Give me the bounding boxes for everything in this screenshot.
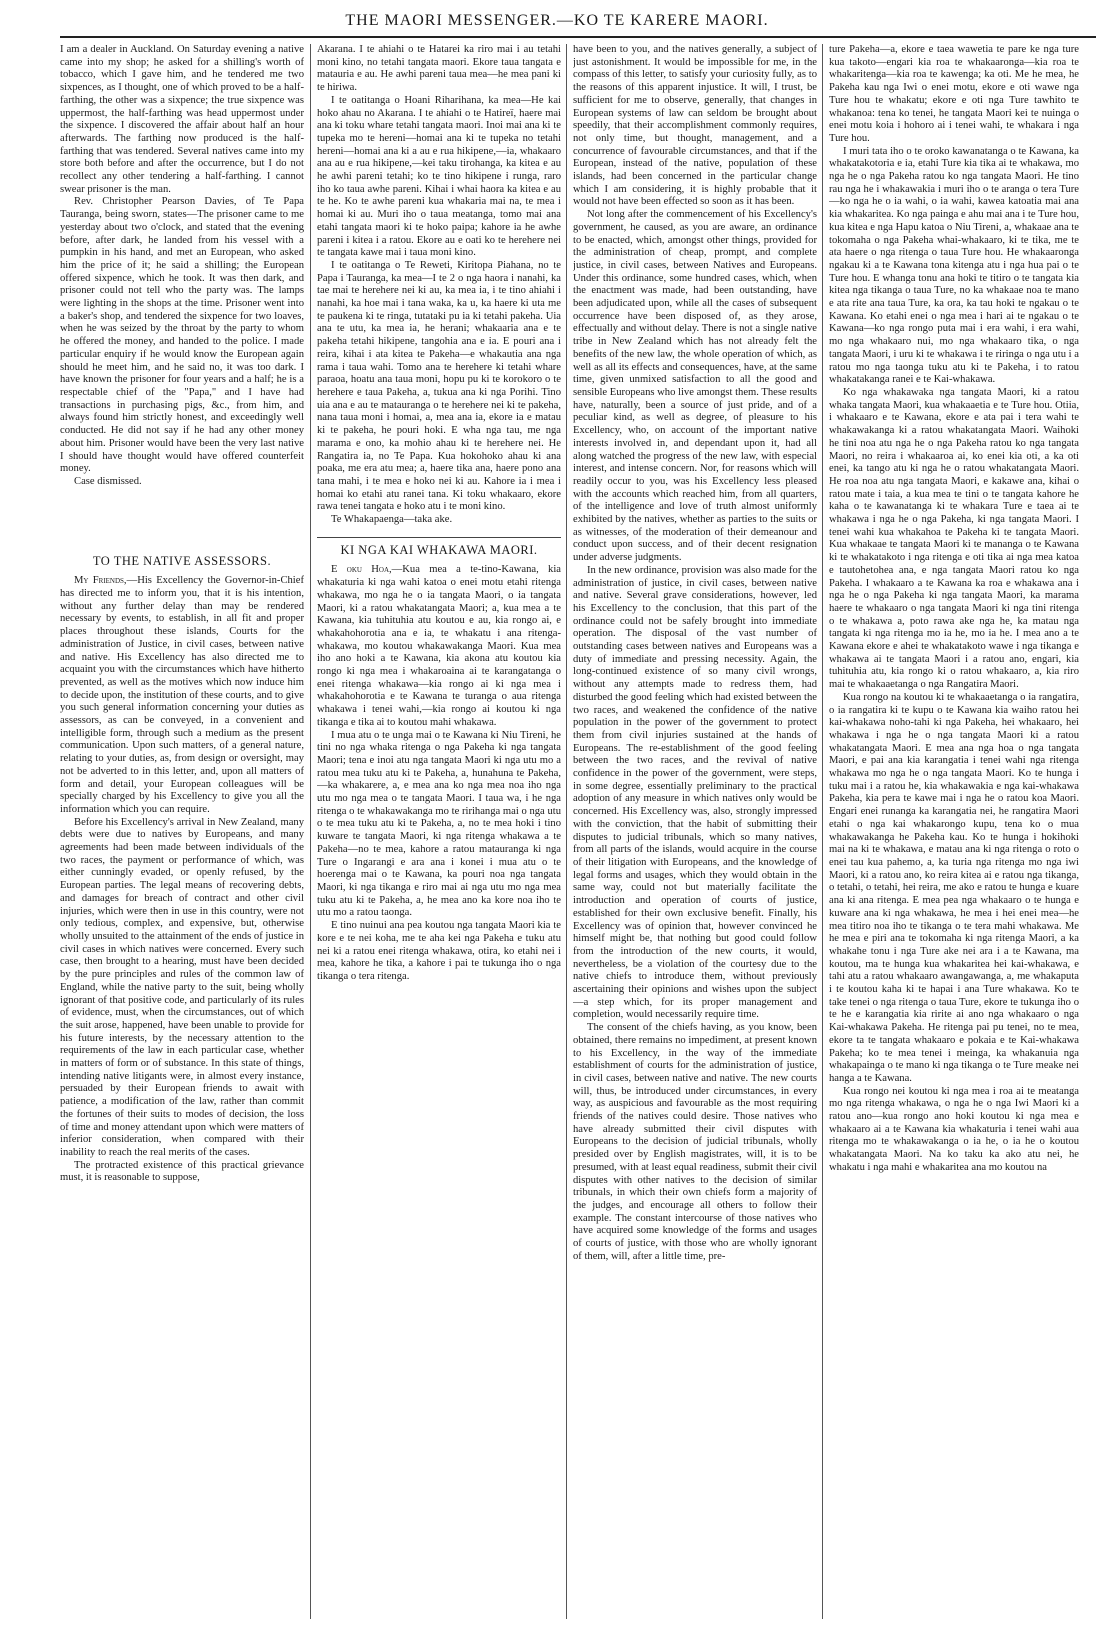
paragraph: I muri tata iho o te oroko kawanatanga o te Kawana, ka whakatakotoria e ia, etahi Ture kia tika ai te whakawa, mo nga he o nga Pakeha ratou ko nga tangata Maori. He tino rau nga he i whakawakia i muri iho o te aranga o tera Ture—ko nga he o ia wahi, o ia wahi, kawea katoatia mai ana kia whakaritea. Ko nga painga e ahu mai ana i te Ture hou, kua kitea e nga Hapu katoa o Niu Tireni, a, whakaae ana te tokomaha o nga Pakeha whai-whakaaro, ki te tika, me te ata haere o nga ritenga o taua Ture hou. He whakaaronga ngakau ki a te Kawana tona kitenga atu i nga hua pai o te Ture hou. E whanga tonu ana hoki te titiro o te tangata kia kitea nga tikanga o taua Ture, no ka whakaae noa te mano e ata rite ana taua Ture, ka ora, ka tau hoki te ngakau o te Kawana. Ko etahi enei o nga mea i hari ai te ngakau o te Kawana—ko nga rongo puta mai i era wahi, i era wahi, mo nga whakaaro nui, mo nga whakaaro tika, o nga tangata Maori, i uru ki te whakawa i te riringa o nga utu i a ratou mo nga taonga tuku atu ki te Pakeha, i to ratou whakatakanga ranei e te Kai-whakawa. xyxy=(829,145,1079,386)
paragraph xyxy=(60,575,304,816)
spacer xyxy=(60,489,304,549)
paragraph-text: —Kua mea a te-tino-Kawana, kia whakaturia ki nga wahi katoa o enei motu etahi ritenga whakawa, mo nga he o ia tangata Maori, o ia tangata Maori, ki a ratou whakatangata Maori; a, kua mea a te Kawana, kia tuhituhia atu koutou e au, kia rongo ai, e whakahohorotia ana e ia, te whakatu i ana ritenga-whakawa, mo koutou whakawakanga Maori. Kua mea iho ano hoki a te Kawana, kia akona atu koutou kia rongo ki nga mea i whakaroaina ai te karangatanga o enei ritenga whakawa—kia rongo ai ki nga mea i whakahohorotia e te Kawana te turanga o aua ritenga whakawa i tenei wahi,—kia rongo ai koutou ki nga tikanga e tika ai to koutou mahi whakawa. xyxy=(317,564,561,728)
paragraph: Not long after the commencement of his Excellency's government, he caused, as you are aware, an ordinance to be enacted, which, amongst other things, provided for the administration of cheap, prompt, and complete justice, in civil cases, between Natives and Europeans. Under this ordinance, some hundred cases, which, when the enactment was made, had been outstanding, have been adjudicated upon, while all the cases of subsequent occurrence have been disposed of, as they arose, effectually and without delay. There is not a single native tribe in New Zealand which has not already felt the benefits of the new law, the whole operation of which, as well as all its effects and consequences, have, at the same time, given unmixed satisfaction to all the good and sensible Europeans who live amongst them. These results have, naturally, been a source of just pride, and of a peculiar kind, as well as degree, of pleasure to his Excellency, who, on account of the important native interests involved in, and dependant upon it, had all along watched the progress of the new law, with especial interest, and intense concern. Nor, for reasons which will readily occur to you, was his Excellency less pleased with the accounts which reached him, from all quarters, of the intelligence and love of truth almost uniformly exhibited by the natives, whether as parties to the suits or as witnesses, of the moderation of their demeanour and conduct upon success, and of their decent resignation under adverse judgments. xyxy=(573,209,817,564)
paragraph-text: —His Excellency the Governor-in-Chief has directed me to inform you, that it is his intention, without any further delay than may be rendered necessary by events, to establish, in all fit and proper places throughout these islands, Courts for the administration of Justice, in civil cases, between native and native. His Excellency has also directed me to acquaint you with the circumstances which have hitherto prevented, as well as the motives which now induce him to decide upon, the institution of these courts, and to give you such general information concerning your duties as assessors, as can be conveyed, in a convenient and intelligible form, through such a medium as the present communication. Upon such matters, of a general nature, relating to your duties, as, from design or oversight, may not be adverted to in this letter, and, upon all matters of form and detail, your European colleagues will be specially charged by his Excellency to give you all the information which you can require. xyxy=(60,575,304,815)
column-divider xyxy=(566,44,567,1619)
paragraph xyxy=(317,564,561,729)
paragraph: Rev. Christopher Pearson Davies, of Te Papa Tauranga, being sworn, states—The prisoner came to me yesterday about two o'clock, and stated that the evening before, after dark, he landed from his vessel with a pumpkin in his hand, and met an European, who asked him the price of it; he said a shilling; the European offered sixpence, which he took. It was then dark, and prisoner could not tell who the party was. The lamps were lighting in the shops at the time. Prisoner went into a baker's shop, and tendered the sixpence for two loaves, when he was seized by the throat by the party to whom he offered the money, and handed to the police. I made particular enquiry if he would know the European again should he meet him, and he said no, it was too dark. I have known the prisoner for four years and a half; he is a respectable chief of the "Papa," and I have had transactions in purchasing pigs, &c., from him, and always found him strictly honest, and exceedingly well conducted. He did not say if he had any other money about him. Prisoner would have been the very last native I should have thought would have offered counterfeit money. xyxy=(60,196,304,475)
column-2 xyxy=(317,44,561,1619)
section-heading-native-assessors: TO THE NATIVE ASSESSORS. xyxy=(92,553,272,568)
column-divider xyxy=(822,44,823,1619)
paragraph: Case dismissed. xyxy=(74,475,142,487)
column-4 xyxy=(829,44,1079,1619)
paragraph: I mua atu o te unga mai o te Kawana ki Niu Tireni, he tini no nga whaka ritenga o nga Pakeha ki nga tangata Maori; tena e inoi atu nga tangata Maori ki nga utu mo a ratou mea tuku atu ki te Pakeha, a, hunahuna te Pakeha,—ka whakarere, a, e mea ana ko nga mea noa iho nga utu mo nga mea o te tangata Maori. I taua wa, i he nga ritenga o te whakawakanga mo te ririhanga mai o nga utu o te mea tuku atu ki te Pakeha, a, no te mea hoki i tino kuware te tangata Maori, ki nga ritenga whakawa a te Pakeha—no te mea, kahore a ratou matauranga ki nga Ture o Ingarangi e ara ana i konei i mua atu o te hoerenga mai o te Kawana, ka pouri noa nga tangata Maori, ki nga tikanga e riro mai ai nga utu mo nga mea tuku atu ki te Pakeha, a, he mea ano ka kore noa iho te utu mo a ratou taonga. xyxy=(317,729,561,919)
paragraph: The consent of the chiefs having, as you know, been obtained, there remains no impediment, at present known to his Excellency, in the way of the immediate establishment of courts for the administration of justice, in civil cases, between native and native. The new courts will, thus, be introduced under circumstances, in every way, as auspicious and favourable as the most requiring friends of the natives could desire. Those natives who have already submitted their civil disputes with Europeans to the decision of judicial tribunals, wholly presided over by English magistrates, will, it is to be presumed, with at least equal readiness, submit their civil disputes with other natives to the decision of similar tribunals, in which their own chiefs form a majority of the judges, and encourage all others to follow their example. The constant intercourse of those natives who have acquired some knowledge of the forms and usages of courts of justice, with those who are wholly ignorant of them, will, after a little time, pre- xyxy=(573,1022,817,1262)
paragraph: Before his Excellency's arrival in New Zealand, many debts were due to natives by Europeans, and many agreements had been made between individuals of the two races, the payment or performance of which, was either cunningly evaded, or openly refused, by the European parties. The legal means of recovering debts, and damages for breach of contract and other civil injuries, which were then in use in this country, were not only tedious, complex, and expensive, but, otherwise wholly unsuited to the attainment of the ends of justice in civil cases in which natives were concerned. Every such case, then brought to a hearing, must have been decided by the pure principles and rules of the common law of England, while the native party to the suit, being wholly ignorant of that positive code, and particularly of its rules of evidence, must, when the circumstances, out of which the suit arose, happened, have been unable to provide for his future interests, by the necessary attention to the requirements of the law in each particular case, whether in matters of form or of substance. In this state of things, intending native litigants were, in almost every instance, persuaded by their European friends to await with patience, a modification of the law, rather than commit the fortunes of their suits to modes of decision, the loss of time and money attendant upon which were matters of inferior consideration, when compared with their inability to reach the real merits of the cases. xyxy=(60,816,304,1158)
paragraph: I am a dealer in Auckland. On Saturday evening a native came into my shop; he asked for a shilling's worth of tobacco, which I gave him, and he tendered me two sixpences, as I thought, one of which proved to be a half-farthing, the other was a sixpence; the true sixpence was uppermost, the half-farthing was head uppermost under the sixpence. I discovered the affair about half an hour afterwards. The farthing now produced is the half-farthing that was tendered. Several natives came into my store both before and after the occurrence, but I do not recollect any other tendering a half-farthing. I cannot swear prisoner is the man. xyxy=(60,44,304,195)
paragraph: I te oatitanga o Te Reweti, Kiritopa Piahana, no te Papa i Tauranga, ka mea—I te 2 o nga haora i nanahi, ka tae mai te herehere nei ki au, ka mea ia, i te tino ahiahi i nanahi, ka hoe mai i tana waka, ka u, ka haere ki uta me te paukena ki te ringa, tutataki pu ia ki tetahi pakeha. Uia ana te utu, ka mea ia, he herani; whakaaria ana e te pakeha tetahi hikipene, tangohia ana e ia. E pouri ana i reira, kihai i ata kitea te Pakeha—e whakautia ana nga rama i taua wahi. Tomo ana te herehere ki tetahi whare paraoa, hoatu ana taua moni, hopu pu ki te korokoro o te herehere e taua Pakeha, a, tukua ana ki nga Porihi. Tino uia ana e au te matauranga o te herehere nei ki te pakeha, nana taua moni i homai, a, mea ana ia, ekore ia e matau ki te pakeha, he pouri hoki. E wha nga tau, me nga marama e ono, ka mohio ahau ki te herehere nei. He Rangatira ia, no Te Papa. Kua hokohoko ahau ki ana poaka, me era atu mea; a, haere tika ana, haere pono ana tana mahi, i te mea e hoko nei ki au. Kahore ia i mea i homai ko etahi atu ranei tana. Ki toku whakaaro, ekore rawa tenei tangata e hoko atu i te moni kino. xyxy=(317,259,561,513)
paragraph: Kua rongo na koutou ki te whakaaetanga o ia rangatira, o ia rangatira ki te kupu o te Kawana kia waiho ratou hei kai-whakawa noho-tahi ki nga Pakeha, hei whakaaro, hei whakawa i nga he o nga tangata Maori ki a ratou whakatangata Maori. E mea ana nga hoa o nga tangata Maori, e pai ana kia karangatia i tenei wahi nga ritenga whakawa mo nga he o nga tangata Maori. Ko te hunga i tuku mai i a ratou he, kia whakawakia e nga kai-whakawa Pakeha, kia pera te kawe mai i nga he o ratou koa Maori. Engari enei runanga ka karangatia nei, he rangatira Maori etahi o nga kai whakarongo kupu, tena ko o mua whakawakanga he Pakeha kau. Ko te hunga i hokihoki mai na ki te whakawa, e matau ana ki nga ritenga o roto o enei tau kua pahemo, a, ka turia nga ritenga mo nga iwi Maori, ki a ratou ano, ko reira kitea ai e ratou nga tikanga, o tetahi, o tetahi, hei reira, me ako e ratou te hunga e kuare ana ki ana ritenga. E mea pea nga whakaaro o te hunga e kuware ana ki nga whakawa, he mea i hei enei mea—he mea titiro noa iho te tikanga o te tera mahi whakawa. Me he mea e piri ana te tokomaha ki nga ritenga Maori, a ka whakahe tonu i nga Ture ake nei ara i a te Kawana, ma koutou, ma te hunga kua whakaritea hei kai-whakawa, e tahi atu a ratou whakaaro awangawanga, a, me whakaputa i te koutou kaha ki te hapai i ana Ture whakawa. Ko te take tenei o nga ritenga o taua Ture, ekore te tukunga iho o te he e karangatia kia ririte ai ano nga whakaaro o nga Kai-whakawa Pakeha. He ritenga pai pu tenei, no te mea, ekore ta te tangata whakaaro e pokaia e te Kai-whakawa Pakeha; ko te mea tenei i meinga, ka whakanuia nga whakapainga o te mano ki nga tikanga o te Ture meake nei hanga a te Kawana. xyxy=(829,691,1079,1084)
paragraph: In the new ordinance, provision was also made for the administration of justice, in civil cases, between native and native. Several grave considerations, however, led his Excellency to the conclusion, that this part of the ordinance could not be safely brought into immediate operation. The disposal of the vast number of outstanding cases between natives and Europeans was a duty of immediate and pressing necessity. Again, the long-continued existence of so many civil wrongs, without any attempts made to redress them, had disturbed the good feeling which had existed between the two races, and weakened the confidence of the native population in the power of the government to protect them from civil injuries sustained at the hands of Europeans. The re-establishment of the good feeling between the two races, and the revival of native confidence in the power of the government, were steps, in some degree, essentially preliminary to the practical adoption of any measure in which natives only would be concerned. His Excellency was, also, strongly impressed with the conviction, that the habit of submitting their disputes to judicial tribunals, which so many natives, from all parts of the islands, would acquire in the course of their litigation with Europeans, and the knowledge of legal forms and usages, which they would obtain in the same way, could not but materially facilitate the introduction and operation of courts of justice, established for their own exclusive benefit. Finally, his Excellency was of opinion that, however convinced he himself might be, that nothing but good could follow from the introduction of the new courts, it would, nevertheless, be a violation of the courtesy due to the native chiefs to introduce them, without previously ascertaining their opinions and wishes upon the subject—a step which, for its proper management and completion, would necessarily require time. xyxy=(573,564,817,1021)
paragraph: E tino nuinui ana pea koutou nga tangata Maori kia te kore e te nei koha, me te aha kei nga Pakeha e tuku atu nei ki a ratou enei ritenga whakawa, otira, ko etahi nei i mea, kahore he tika, a kahore i pai te tukunga iho o nga tikanga o tera ritenga. xyxy=(317,920,561,982)
paragraph: Kua rongo nei koutou ki nga mea i roa ai te meatanga mo nga ritenga whakawa, o nga he o nga Iwi Maori ki a ratou ano—kua rongo ano hoki koutou ki nga mea e whakaaro ai a te Kawana kia whakaturia i tenei wahi aua ritenga mo te whakawakanga o ia he, o ia he o koutou whakatangata Maori. Na ko taku ka ako atu nei, he whakatu i nga mahi e whakaritea ana mo koutou na xyxy=(829,1085,1079,1173)
paragraph: Akarana. I te ahiahi o te Hatarei ka riro mai i au tetahi moni kino, no tetahi tangata maori. Ekore taua tangata e matauria e au. He awhi pareni taua mea—he mea pani ki te hiriwa. xyxy=(317,44,561,94)
paragraph: ture Pakeha—a, ekore e taea wawetia te pare ke nga ture kua takoto—engari kia roa te whakaaronga—kia roa te whakaritenga—kia roa te kawenga; ka oti. Me he mea, he Pakeha kau nga Iwi o enei motu, ekore e oti wawe nga Ture hou te whakatu; ekore e oti nga Ture tawhito te whakanoa: tena ko tenei, he tangata Maori kei te nuinga o enei motu koia i hohoro ai i tenei wahi, te whakara i nga Ture hou. xyxy=(829,44,1079,144)
salutation: E oku Hoa, xyxy=(331,564,392,576)
column-1 xyxy=(60,44,304,1619)
section-heading-kai-whakawa: KI NGA KAI WHAKAWA MAORI. xyxy=(340,542,538,557)
paragraph: have been to you, and the natives generally, a subject of just astonishment. It would be impossible for me, in the compass of this letter, to satisfy your curiosity fully, as to the reasons of this apparent injustice. It will, I trust, be sufficient for me to observe, generally, that changes in European systems of law can seldom be brought about speedily, that their accomplishment commonly requires, not only time, but thought, management, and a concurrence of favourable circumstances, and that if the European, instead of the native, population of these islands, had been concerned in the particular change which I am considering, it is highly probable that it would not have been effected so soon as it has been. xyxy=(573,44,817,208)
section-rule xyxy=(317,537,561,538)
paragraph: I te oatitanga o Hoani Riharihana, ka mea—He kai hoko ahau no Akarana. I te ahiahi o te Hatireï, haere mai ana ki toku whare tetahi tangata maori. Inoi mai ana ki te tupeka mo te hereni—homai ana ki te tupeka no tetahi hereni—homai ana ki a au e rua hikipene,—ia, whakaaro ana au e rua hikipene,—kei taku tirohanga, ka kitea e au he awhi pareni tetahi; ko te tino hikipene i runga, raro iho ko taua awhe pareni. Kihai i whai haora ka kitea e au te he. Ko te awhe pareni kua whakaria mai na, te mea i homai ki au. Muri iho o taua meatanga, tomo mai ana etahi tangata maori ki te hoko paipa; kahore ia he awhe pareni i kitea i a ratou. Ekore au e oati ko te herehere nei te tangata kawe mai i taua moni kino. xyxy=(317,94,561,259)
salutation: My Friends, xyxy=(74,575,127,587)
column-divider xyxy=(310,44,311,1619)
paragraph: Ko nga whakawaka nga tangata Maori, ki a ratou whaka tangata Maori, kua whakaaetia e te Ture hou. Otiia, i whakaaro e te Kawana, ekore e ata pai i tera wahi te whakawakanga ki a ratou whakatangata Maori. Waihoki he tini noa atu nga he o nga Pakeha ratou ko nga tangata Maori, no reira i whakaaroa ai, ko enei kia oti, a ka oti enei, ka tango atu ki nga he o ratou whakatangata Maori. He roa noa atu nga tangata Maori, e kakawe ana, kihai o ratou mate i taia, a kua mea te tini o te tangata kahore he kaha o te kawanatanga ki te whakara Ture e taea ai te whakawa i nga he o nga Pakeha, ki nga tangata Maori. I tenei wahi kua whakahoa te Pakeha ki te tangata Maori. Kua whakaae te tangata Maori ki te mananga o te Kawana ki te whakatakoto i nga ritenga e oti tika ai nga mea katoa e tautohetohea ana, e nga tangata Maori ratou ko nga Pakeha. I whakaaro a te Kawana ka roa e whakawa ana i nga he o nga Pakeha ki nga tangata Maori, ka marama haere te whakaaro o nga tangata Maori ki nga tini ritenga o te whakawa a, poto rawa ake nga he, ka matau nga tangata ki nga ritenga mo ia he, mo ia he. I mea ano a te Kawana ekore e ahei te whakatakoto wawe i nga tikanga e whakawa ai te tangata Maori i a ratou ano, engari, kia tuhituhia atu, kia rongo ki o ratou whakaaro, a, kia riro mai te whakaaetanga o nga Rangatira Maori. xyxy=(829,386,1079,691)
paragraph: The protracted existence of this practical grievance must, it is reasonable to suppose, xyxy=(60,1159,304,1184)
page-header: THE MAORI MESSENGER.—KO TE KARERE MAORI. xyxy=(345,12,769,29)
header-rule xyxy=(60,36,1096,38)
paragraph: Te Whakapaenga—taka ake. xyxy=(331,514,453,526)
column-3 xyxy=(573,44,817,1619)
